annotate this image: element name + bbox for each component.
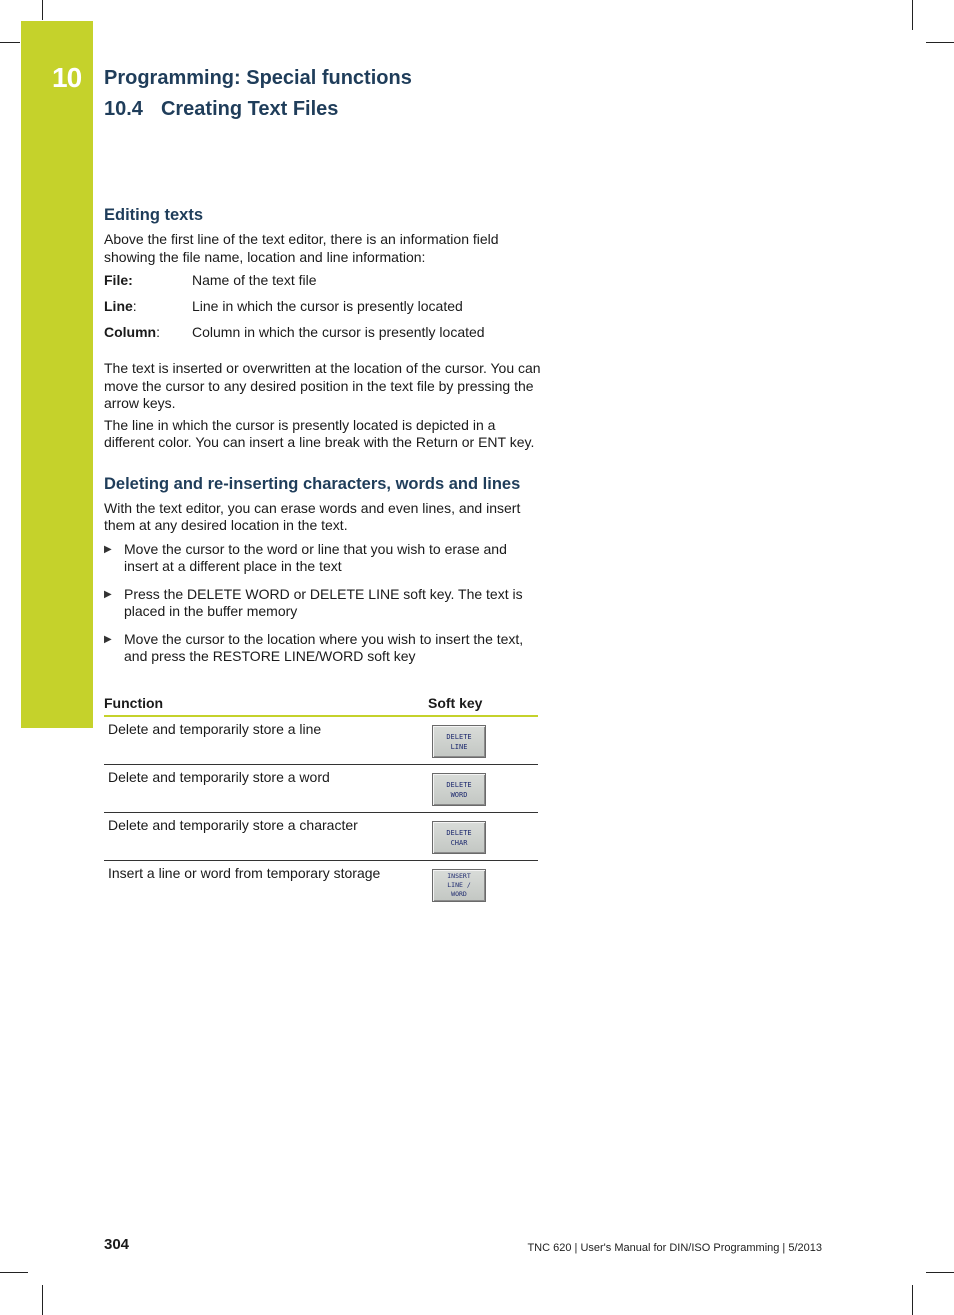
step-list <box>104 541 544 666</box>
info-field-definitions <box>104 272 544 350</box>
crop-mark <box>42 0 43 20</box>
crop-mark <box>926 42 954 43</box>
delete-line-softkey[interactable]: DELETE LINE <box>432 725 486 758</box>
crop-mark <box>912 0 913 30</box>
step-item: ▶ Move the cursor to the location where you wish to insert the text, and press the RESTORE LINE/WORD soft key <box>104 630 524 664</box>
section-title <box>104 98 338 121</box>
crop-mark <box>912 1285 913 1315</box>
arrow-right-icon: ▶ <box>104 543 112 555</box>
footer-text: TNC 620 | User's Manual for DIN/ISO Programming | 5/2013 <box>527 1242 822 1254</box>
arrow-right-icon: ▶ <box>104 588 112 600</box>
table-row <box>104 716 538 765</box>
column-header-function: Function <box>104 692 428 716</box>
delete-word-softkey[interactable]: DELETE WORD <box>432 773 486 806</box>
page-number: 304 <box>104 1236 130 1253</box>
softkey-table <box>104 692 538 908</box>
editing-intro: Above the first line of the text editor, there is an information field showing the file name, location and line information: <box>104 231 499 265</box>
arrow-right-icon: ▶ <box>104 633 112 645</box>
definition-term: File: <box>104 272 133 288</box>
crop-mark <box>0 1272 28 1273</box>
definition-term: Line <box>104 298 133 314</box>
delete-char-softkey[interactable]: DELETE CHAR <box>432 821 486 854</box>
definition-row: Line: Line in which the cursor is presently located <box>104 298 544 324</box>
definition-term: Column <box>104 324 157 340</box>
editing-heading: Editing texts <box>104 206 204 224</box>
editing-paragraph: The text is inserted or overwritten at the location of the cursor. You can move the cursor to any desired position in the text file by pressing the arrow keys. <box>104 360 541 411</box>
function-cell: Delete and temporarily store a line <box>104 716 428 765</box>
insert-line-word-softkey[interactable]: INSERT LINE / WORD <box>432 869 486 902</box>
section-title-text: Creating Text Files <box>160 98 339 120</box>
function-cell: Delete and temporarily store a character <box>104 813 428 861</box>
chapter-tab <box>21 21 93 728</box>
step-item: ▶ Press the DELETE WORD or DELETE LINE soft key. The text is placed in the buffer memory <box>104 585 523 619</box>
definition-desc: Name of the text file <box>192 272 317 288</box>
editing-paragraph: The line in which the cursor is presently located is depicted in a different color. You can insert a line break with the Return or ENT key. <box>104 416 535 450</box>
column-header-softkey: Soft key <box>428 692 538 716</box>
definition-row: Column: Column in which the cursor is presently located <box>104 324 544 350</box>
table-row <box>104 765 538 813</box>
crop-mark <box>0 42 20 43</box>
table-header-row <box>104 692 538 716</box>
chapter-title: Programming: Special functions <box>104 67 412 89</box>
section-number: 10.4 <box>104 98 143 120</box>
table-row <box>104 813 538 861</box>
deleting-heading: Deleting and re-inserting characters, words and lines <box>104 474 521 493</box>
function-cell: Insert a line or word from temporary storage <box>108 865 381 881</box>
function-cell: Delete and temporarily store a word <box>104 765 428 813</box>
definition-row <box>104 272 544 298</box>
crop-mark <box>926 1272 954 1273</box>
definition-desc: Line in which the cursor is presently located <box>192 298 463 314</box>
crop-mark <box>42 1285 43 1315</box>
main-content <box>104 205 544 676</box>
chapter-number: 10 <box>52 62 82 93</box>
table-row <box>104 861 538 909</box>
definition-desc: Column in which the cursor is presently located <box>192 324 485 340</box>
step-item: ▶ Move the cursor to the word or line that you wish to erase and insert at a different place in the text <box>104 540 507 574</box>
deleting-intro: With the text editor, you can erase words and even lines, and insert them at any desired location in the text. <box>104 499 521 533</box>
